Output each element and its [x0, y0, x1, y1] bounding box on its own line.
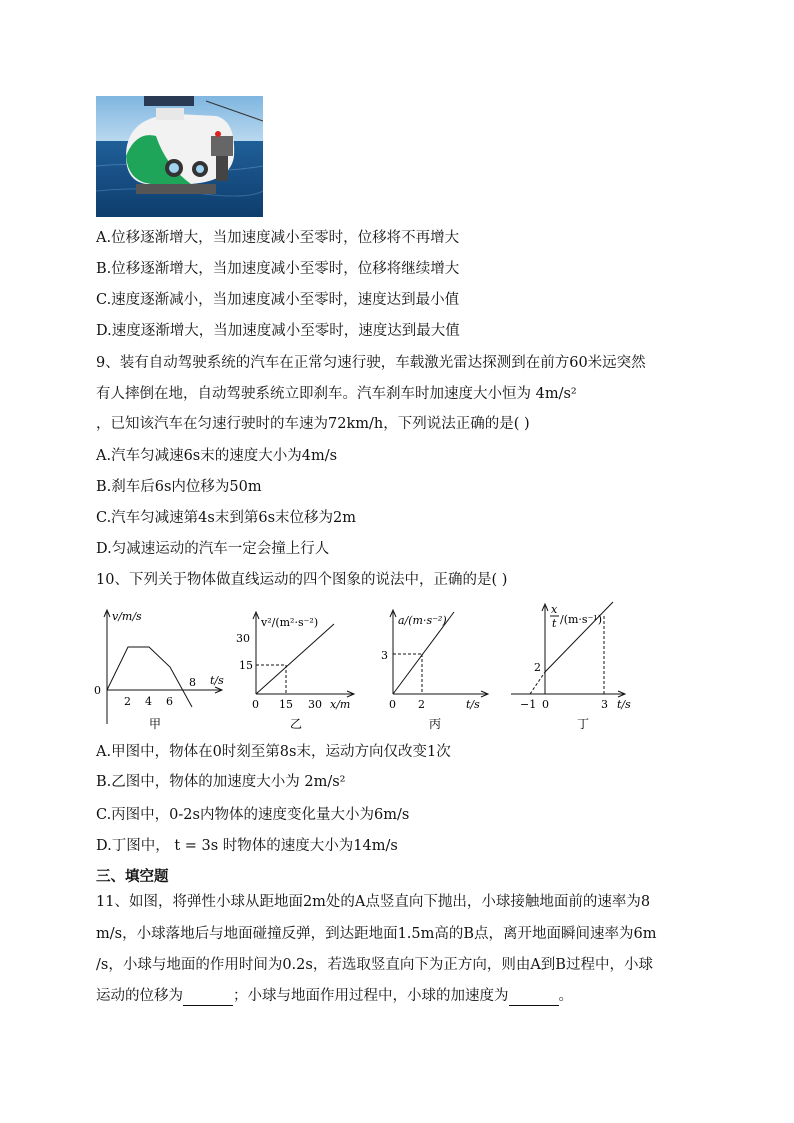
yi-ylabel: v²/(m²·s⁻²) [261, 616, 319, 629]
jia-tick-8: 8 [189, 676, 196, 689]
q9-option-b: B.刹车后6s内位移为50m [96, 479, 262, 495]
ding-ylabel-num: x [551, 603, 558, 616]
yi-origin: 0 [252, 698, 259, 711]
bing-ytick-3: 3 [381, 649, 388, 662]
q11-line4 [96, 986, 573, 1006]
ding-xtick-neg1: −1 [520, 698, 537, 711]
q9-stem-line2: 有人摔倒在地，自动驾驶系统立即刹车。汽车刹车时加速度大小恒为 4m/s² [96, 386, 577, 402]
q9-option-c: C.汽车匀减速第4s末到第6s末位移为2m [96, 510, 356, 526]
bing-xlabel: t/s [466, 698, 480, 711]
jia-xlabel: t/s [210, 674, 224, 687]
ding-ylabel-den: t [552, 617, 557, 630]
q10-option-d: D.丁图中， t = 3s 时物体的速度大小为14m/s [96, 838, 398, 854]
q11-line1: 11、如图，将弹性小球从距地面2m处的A点竖直向下抛出，小球接触地面前的速率为8 [96, 894, 651, 910]
q9-stem-line1: 9、装有自动驾驶系统的汽车在正常匀速行驶，车载激光雷达探测到在前方60米远突然 [96, 355, 646, 371]
q8-option-b: B.位移逐渐增大，当加速度减小至零时，位移将继续增大 [96, 261, 460, 277]
ding-ytick-2: 2 [534, 661, 541, 674]
q8-option-a: A.位移逐渐增大，当加速度减小至零时，位移将不再增大 [96, 230, 460, 246]
q9-stem-line3: ，已知该汽车在匀速行驶时的车速为72km/h，下列说法正确的是( ) [96, 416, 530, 432]
section-heading: 三、填空题 [96, 869, 169, 885]
yi-xtick-30: 30 [308, 698, 322, 711]
q10-option-b: B.乙图中，物体的加速度大小为 2m/s² [96, 774, 346, 790]
q11-line2: m/s，小球落地后与地面碰撞反弹，到达距地面1.5m高的B点，离开地面瞬间速率为6m [96, 926, 657, 942]
jia-tick-4: 4 [145, 695, 152, 708]
graph-yi [236, 604, 366, 734]
q10-stem: 10、下列关于物体做直线运动的四个图象的说法中，正确的是( ) [96, 572, 508, 588]
ding-ylabel-unit: /(m·s⁻¹) [560, 613, 603, 626]
bing-xtick-2: 2 [418, 698, 425, 711]
q10-option-a: A.甲图中，物体在0时刻至第8s末，运动方向仅改变1次 [96, 744, 451, 760]
ding-xlabel: t/s [617, 698, 631, 711]
ding-origin: 0 [542, 698, 549, 711]
jia-caption: 甲 [149, 717, 162, 731]
bing-ylabel: a/(m·s⁻²) [398, 614, 447, 627]
q9-option-d: D.匀减速运动的汽车一定会撞上行人 [96, 541, 330, 557]
q9-option-a: A.汽车匀减速6s末的速度大小为4m/s [96, 448, 338, 464]
yi-caption: 乙 [290, 717, 303, 731]
q11-text-part1: 运动的位移为 [96, 988, 183, 1004]
q11-blank-displacement[interactable] [183, 991, 233, 1006]
q11-text-part2: ；小球与地面作用过程中，小球的加速度为 [233, 988, 509, 1004]
q10-option-c: C.丙图中，0-2s内物体的速度变化量大小为6m/s [96, 807, 410, 823]
jia-ylabel: v/m/s [112, 610, 142, 623]
q11-line3: /s，小球与地面的作用时间为0.2s，若选取竖直向下为正方向，则由A到B过程中，小球 [96, 957, 653, 973]
ding-xtick-3: 3 [601, 698, 608, 711]
ding-caption: 丁 [577, 717, 590, 731]
yi-xtick-15: 15 [279, 698, 293, 711]
bing-caption: 丙 [429, 717, 442, 731]
q8-option-c: C.速度逐渐减小，当加速度减小至零时，速度达到最小值 [96, 292, 460, 308]
graph-ding [507, 596, 642, 734]
yi-ytick-30: 30 [236, 632, 250, 645]
jia-tick-2: 2 [124, 695, 131, 708]
yi-ytick-15: 15 [239, 659, 253, 672]
yi-xlabel: x/m [330, 698, 351, 711]
graph-jia [92, 604, 234, 734]
jia-tick-6: 6 [166, 695, 173, 708]
q11-text-part3: 。 [558, 988, 573, 1004]
q11-blank-acceleration[interactable] [509, 991, 559, 1006]
bing-origin: 0 [389, 698, 396, 711]
submersible-photo [96, 96, 263, 217]
jia-origin: 0 [94, 684, 101, 697]
q8-option-d: D.速度逐渐增大，当加速度减小至零时，速度达到最大值 [96, 323, 460, 339]
graph-bing [378, 604, 494, 734]
